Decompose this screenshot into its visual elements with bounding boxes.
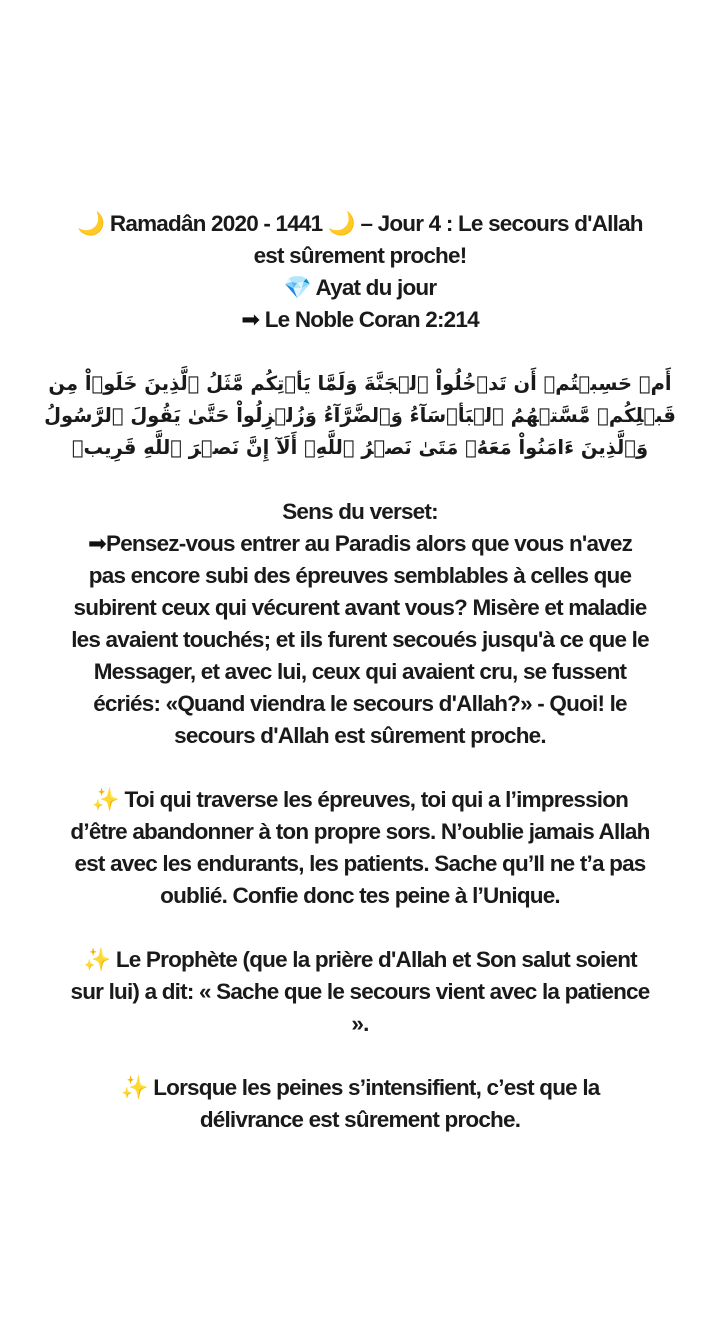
spacer [40, 464, 680, 496]
spacer [40, 1040, 680, 1072]
paragraph-3-line: ✨ Lorsque les peines s’intensifient, c’est que la [40, 1072, 680, 1104]
crescent-moon-icon: 🌙 [327, 211, 356, 237]
meaning-line: subirent ceux qui vécurent avant vous? Misère et maladie [73, 595, 647, 620]
paragraph-2-line: ». [351, 1011, 369, 1036]
post-text [40, 208, 680, 1136]
diamond-icon: 💎 [283, 275, 311, 301]
meaning-line: pas encore subi des épreuves semblables à celles que [88, 563, 632, 588]
paragraph-1-line: oublié. Confie donc tes peine à l’Unique. [160, 883, 560, 908]
meaning-line: ➡Pensez-vous entrer au Paradis alors que vous n'avez [40, 528, 680, 560]
sparkles-icon: ✨ [83, 947, 111, 973]
sparkles-icon: ✨ [91, 787, 120, 813]
paragraph-1-line: d’être abandonner à ton propre sors. N’oublie jamais Allah [70, 819, 650, 844]
title-day: – Jour 4 : Le secours d'Allah [360, 211, 643, 236]
right-arrow-icon: ➡ [87, 531, 107, 557]
paragraph-1-line: ✨ Toi qui traverse les épreuves, toi qui a l’impression [40, 784, 680, 816]
title-line-1 [40, 208, 680, 240]
meaning-line: écriés: «Quand viendra le secours d'Allah?» - Quoi! le [93, 691, 627, 716]
spacer [40, 336, 680, 368]
meaning-heading: Sens du verset: [282, 499, 438, 524]
spacer [40, 912, 680, 944]
sparkles-icon: ✨ [120, 1075, 148, 1101]
meaning-line: secours d'Allah est sûrement proche. [174, 723, 546, 748]
crescent-moon-icon: 🌙 [77, 211, 105, 237]
meaning-line: Messager, et avec lui, ceux qui avaient cru, se fussent [93, 659, 627, 684]
reference-line [40, 304, 680, 336]
paragraph-2-line: sur lui) a dit: « Sache que le secours vient avec la patience [70, 979, 650, 1004]
title-ramadan: Ramadân 2020 - 1441 [109, 211, 323, 236]
arabic-verse: أَمۡ حَسِبۡتُمۡ أَن تَدۡخُلُواْ ٱلۡجَنَّةَ وَلَمَّا يَأۡتِكُم مَّثَلُ ٱلَّذِينَ خَلَوۡاْ مِن قَبۡلِكُمۖ مَّسَّتۡهُمُ ٱلۡبَأۡسَآءُ وَٱلضَّرَّآءُ وَزُلۡزِلُواْ حَتَّىٰ يَقُولَ ٱلرَّسُولُ وَٱلَّذِينَ ءَامَنُواْ مَعَهُۥ مَتَىٰ نَصۡرُ ٱللَّهِۗ أَلَآ إِنَّ نَصۡرَ ٱللَّهِ قَرِيبٞ [44, 372, 676, 459]
ayat-label: Ayat du jour [315, 275, 437, 300]
right-arrow-icon: ➡ [241, 307, 260, 333]
paragraph-1-line: est avec les endurants, les patients. Sache qu’Il ne t’a pas [74, 851, 646, 876]
meaning-line: les avaient touchés; et ils furent secoués jusqu'à ce que le [71, 627, 649, 652]
paragraph-3-line: délivrance est sûrement proche. [199, 1107, 521, 1132]
spacer [40, 752, 680, 784]
title-line-2: est sûrement proche! [253, 243, 467, 268]
ayat-line [40, 272, 680, 304]
verse-reference: Le Noble Coran 2:214 [264, 307, 479, 332]
paragraph-2-line: ✨ Le Prophète (que la prière d'Allah et Son salut soient [40, 944, 680, 976]
